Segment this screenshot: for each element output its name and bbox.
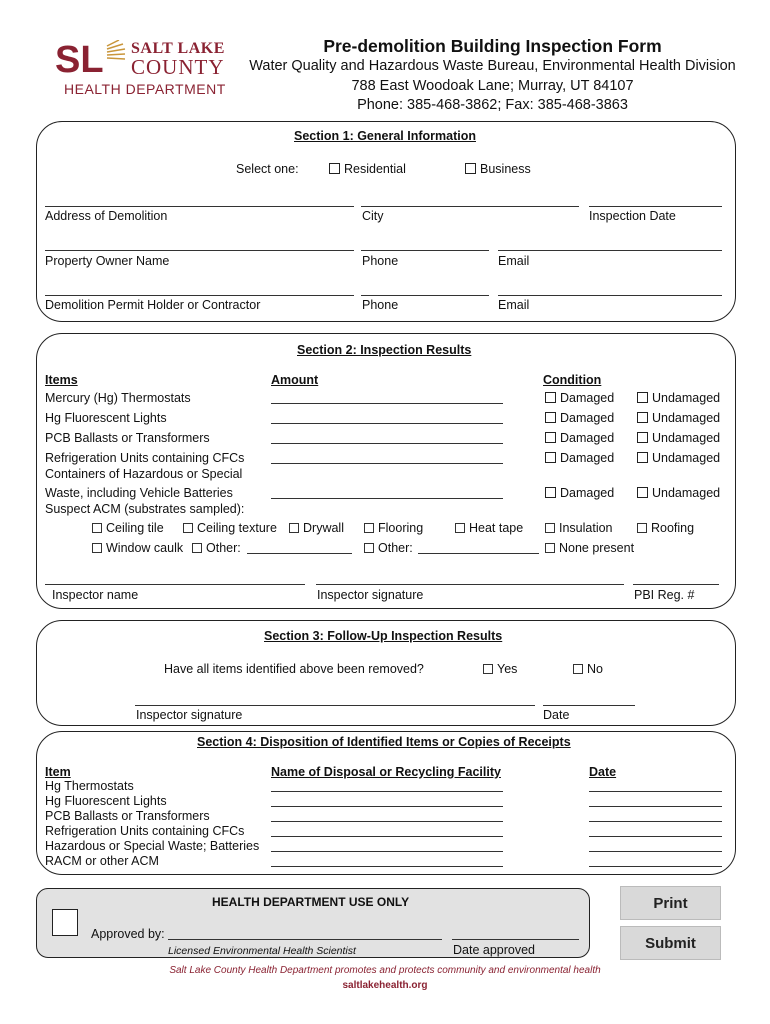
owner-email-field[interactable] (498, 250, 722, 251)
acm-ceiling-tile[interactable] (92, 521, 164, 535)
logo-org-line3: HEALTH DEPARTMENT (64, 81, 226, 97)
owner-phone-label: Phone (362, 254, 399, 268)
acm-other-2[interactable] (364, 541, 413, 555)
facility-field[interactable] (271, 806, 503, 807)
undamaged-label: Undamaged (652, 431, 721, 445)
acm-none-present[interactable] (545, 541, 634, 555)
damaged-checkbox[interactable] (545, 487, 556, 498)
undamaged-option[interactable] (637, 451, 720, 465)
undamaged-label: Undamaged (652, 411, 721, 425)
other2-checkbox[interactable] (364, 543, 374, 553)
disposition-date-field[interactable] (589, 806, 722, 807)
city-label: City (362, 209, 384, 223)
footer-url[interactable]: saltlakehealth.org (342, 980, 428, 991)
acm-option-label: Heat tape (469, 521, 524, 535)
acm-insulation[interactable] (545, 521, 613, 535)
owner-phone-field[interactable] (361, 250, 489, 251)
facility-field[interactable] (271, 866, 503, 867)
county-logo (55, 40, 235, 100)
amount-field[interactable] (271, 498, 503, 499)
undamaged-label: Undamaged (652, 391, 721, 405)
facility-column-header: Name of Disposal or Recycling Facility (271, 765, 501, 779)
residential-option[interactable] (329, 162, 406, 176)
header-phone: Phone: 385-468-3862; Fax: 385-468-3863 (357, 97, 628, 113)
roofing-checkbox[interactable] (637, 523, 647, 533)
city-field[interactable] (361, 206, 579, 207)
acm-other-2-field[interactable] (418, 553, 539, 554)
owner-field[interactable] (45, 250, 354, 251)
holder-field[interactable] (45, 295, 354, 296)
disposition-date-field[interactable] (589, 821, 722, 822)
inspection-date-field[interactable] (589, 206, 722, 207)
undamaged-checkbox[interactable] (637, 392, 648, 403)
removed-question: Have all items identified above been removed? (164, 662, 424, 676)
business-option[interactable] (465, 162, 531, 176)
sl-mark-icon (55, 40, 127, 76)
acm-other-1[interactable] (192, 541, 241, 555)
holder-phone-field[interactable] (361, 295, 489, 296)
damaged-label: Damaged (560, 411, 615, 425)
damaged-label: Damaged (560, 486, 615, 500)
section1-heading: Section 1: General Information (294, 129, 476, 143)
inspector-name-label: Inspector name (52, 588, 139, 602)
pbi-label: PBI Reg. # (634, 588, 695, 602)
acm-roofing[interactable] (637, 521, 694, 535)
item-row: Hg Fluorescent Lights (45, 411, 167, 425)
approved-by-field[interactable] (168, 939, 442, 940)
followup-date-field[interactable] (543, 705, 635, 706)
owner-email-label: Email (498, 254, 530, 268)
holder-phone-label: Phone (362, 298, 399, 312)
window-caulk-checkbox[interactable] (92, 543, 102, 553)
item-row: Mercury (Hg) Thermostats (45, 391, 191, 405)
items-column-header: Items (45, 373, 78, 387)
page-title: Pre-demolition Building Inspection Form (323, 36, 662, 56)
acm-option-label: Other: (206, 541, 241, 555)
undamaged-option[interactable] (637, 411, 720, 425)
section3-heading: Section 3: Follow-Up Inspection Results (264, 629, 503, 643)
amount-column-header: Amount (271, 373, 319, 387)
acm-other-1-field[interactable] (247, 553, 352, 554)
disposition-date-field[interactable] (589, 791, 722, 792)
undamaged-option[interactable] (637, 431, 720, 445)
acm-option-label: None present (559, 541, 635, 555)
footer-tagline: Salt Lake County Health Department promotes and protects community and environmental health (169, 965, 601, 976)
header-address: 788 East Woodoak Lane; Murray, UT 84107 (351, 78, 634, 94)
item-row-line1: Containers of Hazardous or Special (45, 467, 243, 481)
disposition-item: Hazardous or Special Waste; Batteries (45, 839, 260, 853)
holder-email-field[interactable] (498, 295, 722, 296)
acm-option-label: Other: (378, 541, 413, 555)
office-use-heading: HEALTH DEPARTMENT USE ONLY (212, 895, 410, 909)
amount-field[interactable] (271, 423, 503, 424)
damaged-option[interactable] (545, 431, 614, 445)
damaged-checkbox[interactable] (545, 432, 556, 443)
acm-option-label: Roofing (651, 521, 695, 535)
acm-option-label: Flooring (378, 521, 424, 535)
heat-tape-checkbox[interactable] (455, 523, 465, 533)
damaged-option[interactable] (545, 411, 614, 425)
acm-option-label: Drywall (303, 521, 344, 535)
flooring-checkbox[interactable] (364, 523, 374, 533)
disposition-item: Hg Fluorescent Lights (45, 794, 167, 808)
date-approved-field[interactable] (452, 939, 579, 940)
item-row: PCB Ballasts or Transformers (45, 431, 210, 445)
acm-ceiling-texture[interactable] (183, 521, 277, 535)
inspector-signature-label: Inspector signature (317, 588, 424, 602)
disposition-date-field[interactable] (589, 851, 722, 852)
disposition-item: Refrigeration Units containing CFCs (45, 824, 245, 838)
no-checkbox[interactable] (573, 664, 583, 674)
amount-field[interactable] (271, 403, 503, 404)
drywall-checkbox[interactable] (289, 523, 299, 533)
undamaged-option[interactable] (637, 486, 720, 500)
date-approved-label: Date approved (453, 943, 536, 957)
damaged-option[interactable] (545, 486, 614, 500)
acm-heat-tape[interactable] (455, 521, 523, 535)
print-button[interactable]: Print (620, 886, 721, 920)
insulation-checkbox[interactable] (545, 523, 555, 533)
submit-button[interactable]: Submit (620, 926, 721, 960)
inspector-name-field[interactable] (45, 584, 305, 585)
logo-org-line2: COUNTY (131, 55, 225, 79)
amount-field[interactable] (271, 463, 503, 464)
item-row-line2: Waste, including Vehicle Batteries (45, 486, 233, 500)
residential-checkbox[interactable] (329, 163, 340, 174)
amount-field[interactable] (271, 443, 503, 444)
item-column-header: Item (45, 765, 71, 779)
scientist-label: Licensed Environmental Health Scientist (168, 945, 356, 957)
date-column-header: Date (589, 765, 617, 779)
business-label: Business (480, 162, 531, 176)
section2-heading: Section 2: Inspection Results (297, 343, 472, 357)
damaged-checkbox[interactable] (545, 392, 556, 403)
header-subtitle: Water Quality and Hazardous Waste Bureau, Environmental Health Division (249, 58, 736, 74)
no-label: No (587, 662, 603, 676)
disposition-date-field[interactable] (589, 866, 722, 867)
other1-checkbox[interactable] (192, 543, 202, 553)
disposition-item: PCB Ballasts or Transformers (45, 809, 210, 823)
disposition-item: RACM or other ACM (45, 854, 159, 868)
inspection-date-label: Inspection Date (589, 209, 676, 223)
acm-window-caulk[interactable] (92, 541, 183, 555)
yes-checkbox[interactable] (483, 664, 493, 674)
address-label: Address of Demolition (45, 209, 168, 223)
disposition-date-field[interactable] (589, 836, 722, 837)
disposition-item: Hg Thermostats (45, 779, 134, 793)
item-row: Refrigeration Units containing CFCs (45, 451, 245, 465)
followup-date-label: Date (543, 708, 570, 722)
damaged-label: Damaged (560, 451, 615, 465)
yes-option[interactable] (483, 662, 517, 676)
damaged-option[interactable] (545, 391, 614, 405)
undamaged-label: Undamaged (652, 451, 721, 465)
holder-label: Demolition Permit Holder or Contractor (45, 298, 261, 312)
acm-option-label: Window caulk (106, 541, 184, 555)
undamaged-checkbox[interactable] (637, 452, 648, 463)
residential-label: Residential (344, 162, 406, 176)
acm-option-label: Ceiling texture (197, 521, 277, 535)
pbi-field[interactable] (633, 584, 719, 585)
approval-checkbox[interactable] (52, 909, 78, 936)
svg-text:SL: SL (55, 40, 104, 76)
acm-option-label: Insulation (559, 521, 613, 535)
facility-field[interactable] (271, 836, 503, 837)
condition-column-header: Condition (543, 373, 602, 387)
logo-org-line1: SALT LAKE (131, 40, 225, 57)
damaged-label: Damaged (560, 431, 615, 445)
damaged-checkbox[interactable] (545, 412, 556, 423)
business-checkbox[interactable] (465, 163, 476, 174)
facility-field[interactable] (271, 791, 503, 792)
acm-label: Suspect ACM (substrates sampled): (45, 502, 245, 516)
damaged-label: Damaged (560, 391, 615, 405)
damaged-option[interactable] (545, 451, 614, 465)
followup-signature-label: Inspector signature (136, 708, 243, 722)
undamaged-checkbox[interactable] (637, 412, 648, 423)
ceiling-texture-checkbox[interactable] (183, 523, 193, 533)
holder-email-label: Email (498, 298, 530, 312)
owner-label: Property Owner Name (45, 254, 170, 268)
acm-flooring[interactable] (364, 521, 423, 535)
acm-drywall[interactable] (289, 521, 344, 535)
inspector-signature-field[interactable] (316, 584, 624, 585)
approved-by-label: Approved by: (91, 927, 165, 941)
select-one-label: Select one: (236, 162, 299, 176)
facility-field[interactable] (271, 821, 503, 822)
undamaged-label: Undamaged (652, 486, 721, 500)
facility-field[interactable] (271, 851, 503, 852)
section4-heading: Section 4: Disposition of Identified Items or Copies of Receipts (197, 735, 571, 749)
address-field[interactable] (45, 206, 354, 207)
undamaged-checkbox[interactable] (637, 432, 648, 443)
yes-label: Yes (497, 662, 518, 676)
followup-signature-field[interactable] (135, 705, 535, 706)
acm-option-label: Ceiling tile (106, 521, 164, 535)
undamaged-option[interactable] (637, 391, 720, 405)
undamaged-checkbox[interactable] (637, 487, 648, 498)
damaged-checkbox[interactable] (545, 452, 556, 463)
no-option[interactable] (573, 662, 603, 676)
ceiling-tile-checkbox[interactable] (92, 523, 102, 533)
none-present-checkbox[interactable] (545, 543, 555, 553)
